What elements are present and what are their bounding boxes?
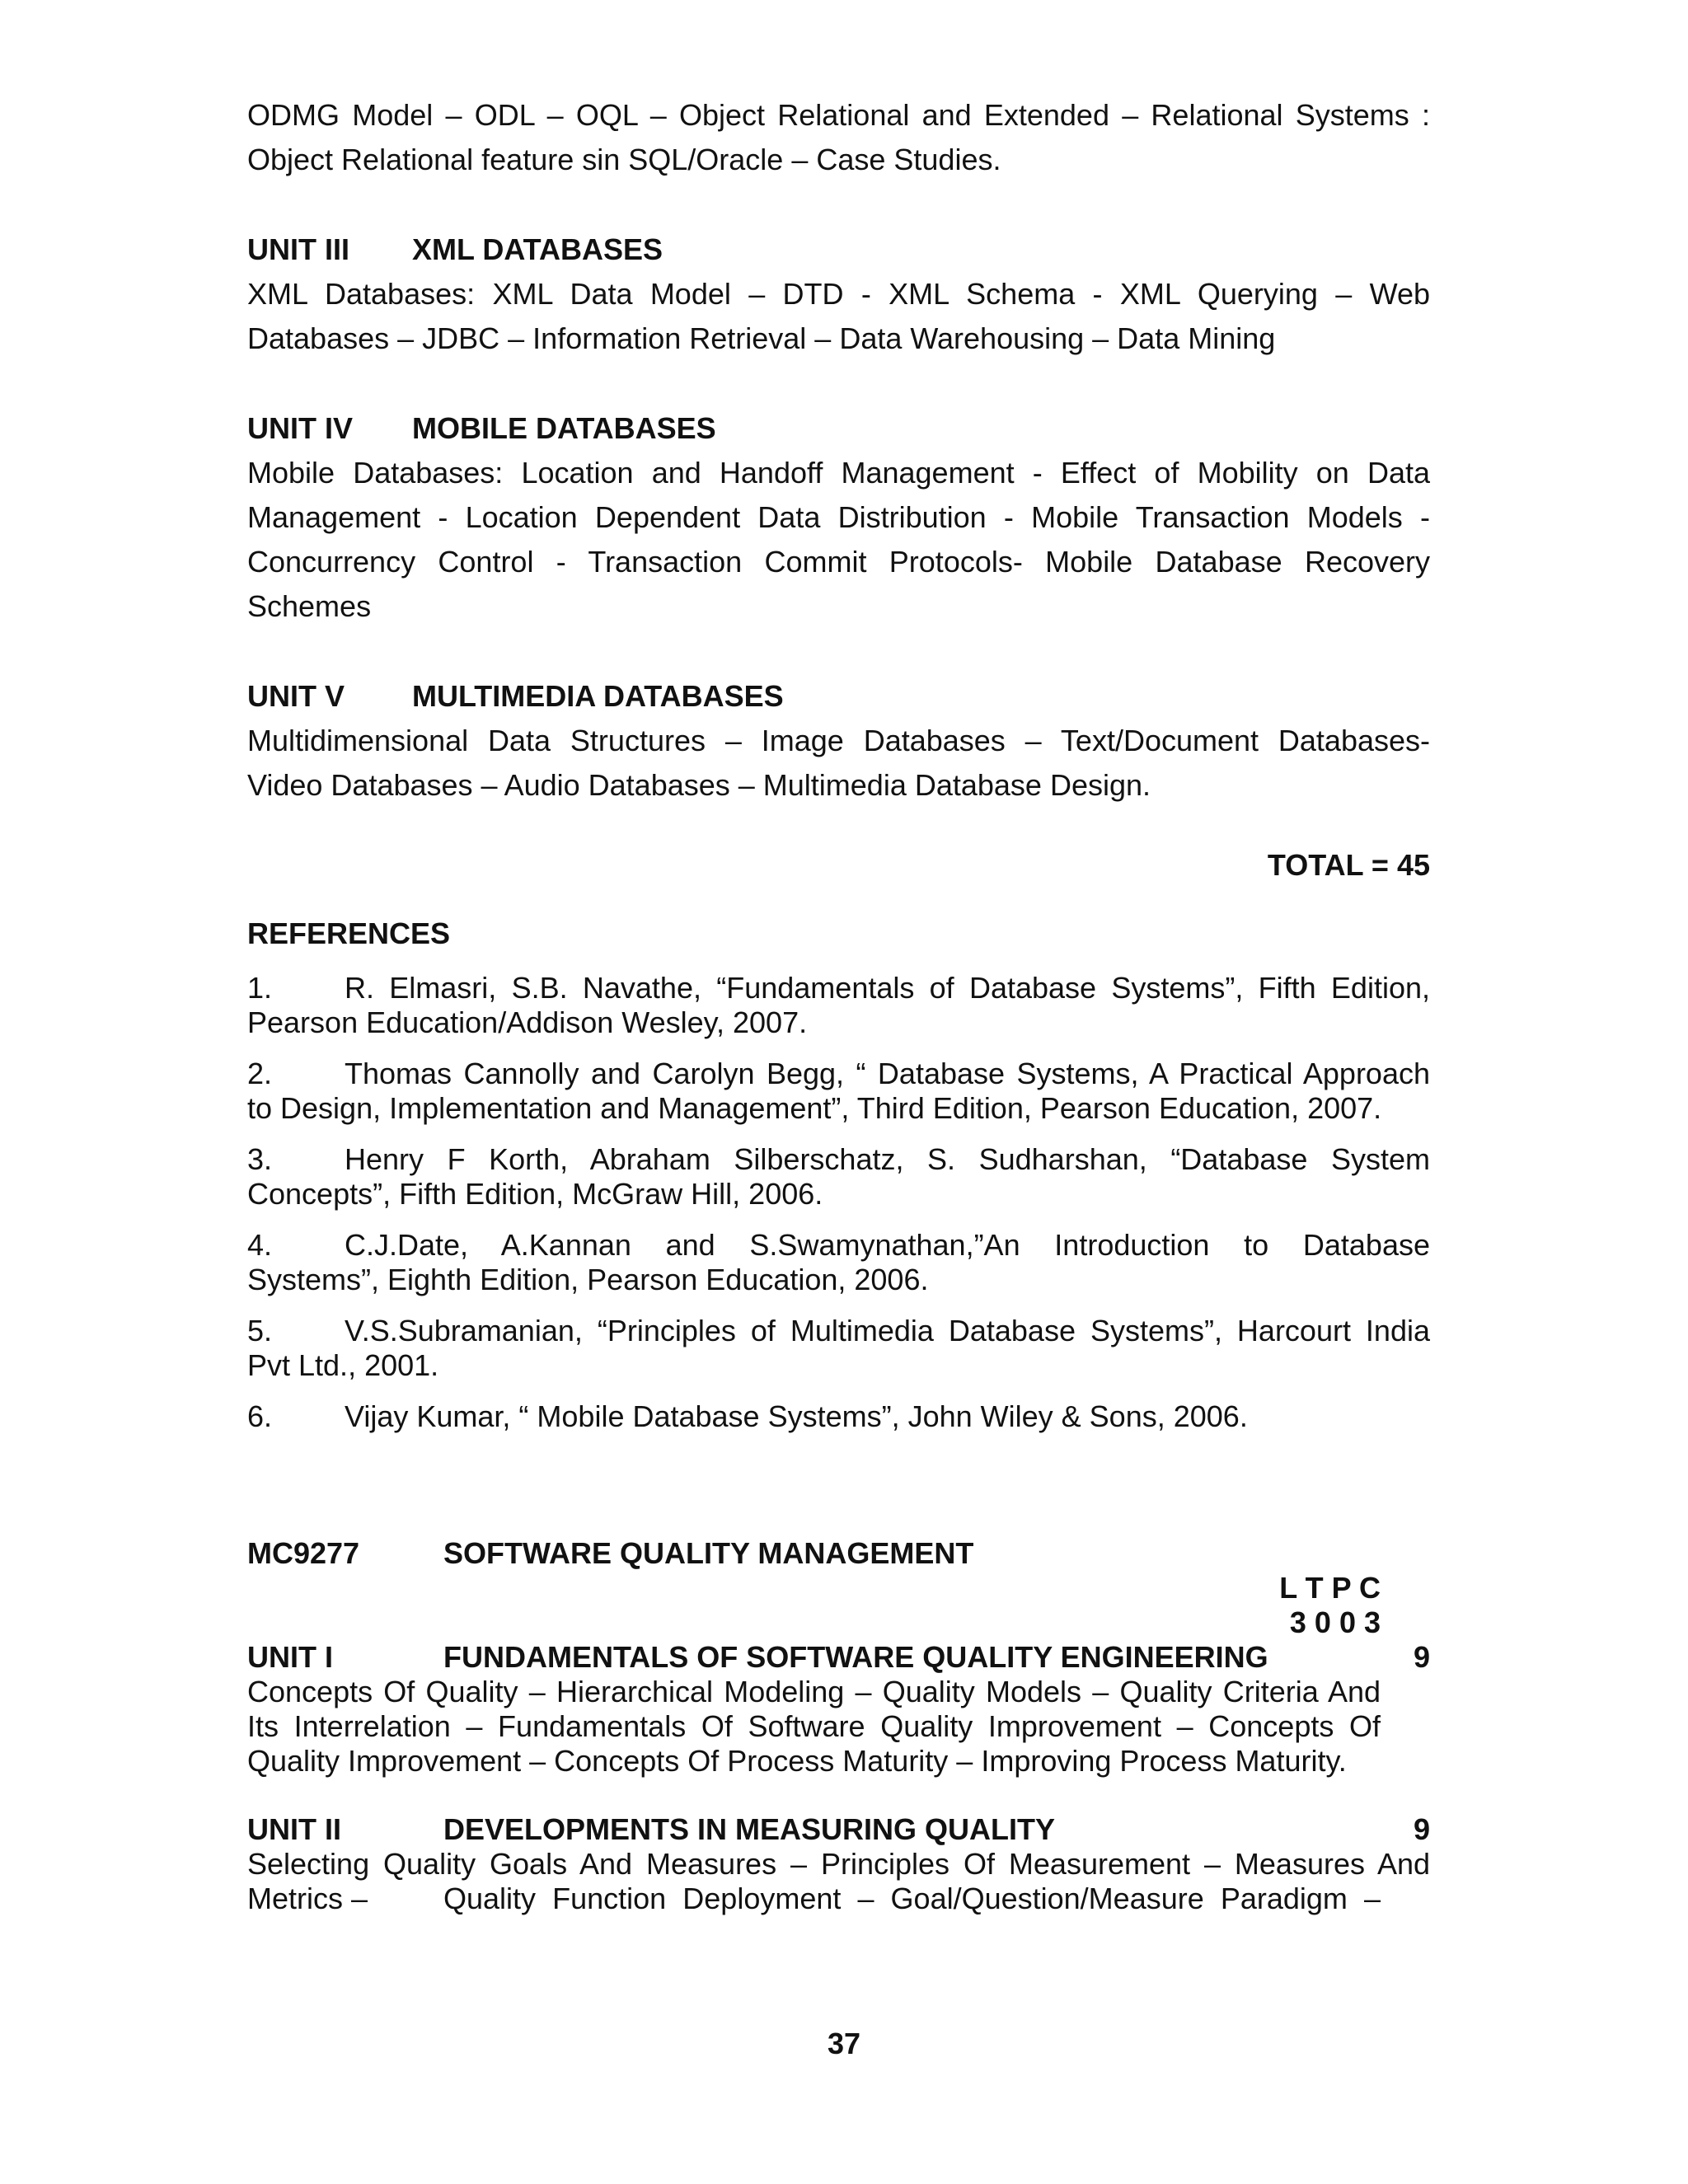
course-code: MC9277 xyxy=(247,1536,360,1570)
unit5-line-2: Video Databases – Audio Databases – Multimedia Database Design. xyxy=(247,768,1151,802)
unit3-line-2: Databases – JDBC – Information Retrieval – Data Warehousing – Data Mining xyxy=(247,321,1276,355)
intro-line-2: Object Relational feature sin SQL/Oracle – Case Studies. xyxy=(247,143,1001,176)
total-hours: TOTAL = 45 xyxy=(1267,848,1430,882)
unit5-number: UNIT V xyxy=(247,679,345,713)
page-number: 37 xyxy=(827,2027,861,2060)
sqm-unit1-hours: 9 xyxy=(1413,1640,1430,1674)
sqm-unit2-number: UNIT II xyxy=(247,1812,341,1846)
sqm-unit1-line-3: Quality Improvement – Concepts Of Process Maturity – Improving Process Maturity. xyxy=(247,1744,1347,1778)
reference-1-number: 1. xyxy=(247,971,273,1005)
sqm-unit1-line-1: Concepts Of Quality – Hierarchical Modeling – Quality Models – Quality Criteria And xyxy=(247,1675,1381,1708)
reference-4-number: 4. xyxy=(247,1228,273,1262)
sqm-unit2-line-2-start: Metrics – xyxy=(247,1882,368,1915)
unit4-line-3: Concurrency Control - Transaction Commit Protocols- Mobile Database Recovery xyxy=(247,545,1430,579)
unit4-line-2: Management - Location Dependent Data Distribution - Mobile Transaction Models - xyxy=(247,500,1430,534)
reference-5-line-1: V.S.Subramanian, “Principles of Multimedia Database Systems”, Harcourt India xyxy=(345,1314,1430,1347)
unit4-number: UNIT IV xyxy=(247,411,354,445)
reference-5-line-2: Pvt Ltd., 2001. xyxy=(247,1348,439,1382)
sqm-unit1-title: FUNDAMENTALS OF SOFTWARE QUALITY ENGINEERING xyxy=(443,1640,1268,1674)
reference-4-line-1: C.J.Date, A.Kannan and S.Swamynathan,”An Introduction to Database xyxy=(345,1228,1430,1262)
reference-6-number: 6. xyxy=(247,1399,273,1433)
sqm-unit2-line-2-rest: Quality Function Deployment – Goal/Question/Measure Paradigm – xyxy=(443,1882,1381,1915)
reference-4-line-2: Systems”, Eighth Edition, Pearson Education, 2006. xyxy=(247,1263,929,1296)
reference-1-line-1: R. Elmasri, S.B. Navathe, “Fundamentals of Database Systems”, Fifth Edition, xyxy=(345,971,1430,1005)
unit5-title: MULTIMEDIA DATABASES xyxy=(412,679,784,713)
reference-2-line-2: to Design, Implementation and Management”, Third Edition, Pearson Education, 2007. xyxy=(247,1091,1382,1125)
ltpc-label: L T P C xyxy=(1279,1571,1381,1605)
sqm-unit1-line-2: Its Interrelation – Fundamentals Of Software Quality Improvement – Concepts Of xyxy=(247,1709,1381,1743)
unit4-line-1: Mobile Databases: Location and Handoff Management - Effect of Mobility on Data xyxy=(247,456,1430,490)
unit5-line-1: Multidimensional Data Structures – Image Databases – Text/Document Databases- xyxy=(247,724,1430,757)
reference-2-number: 2. xyxy=(247,1057,273,1090)
unit3-number: UNIT III xyxy=(247,232,349,266)
unit4-title: MOBILE DATABASES xyxy=(412,411,716,445)
reference-3-number: 3. xyxy=(247,1142,273,1176)
reference-6-line-1: Vijay Kumar, “ Mobile Database Systems”, John Wiley & Sons, 2006. xyxy=(345,1399,1248,1433)
unit4-line-4: Schemes xyxy=(247,589,372,623)
sqm-unit2-hours: 9 xyxy=(1413,1812,1430,1846)
unit3-title: XML DATABASES xyxy=(412,232,663,266)
reference-2-line-1: Thomas Cannolly and Carolyn Begg, “ Database Systems, A Practical Approach xyxy=(345,1057,1430,1090)
sqm-unit1-number: UNIT I xyxy=(247,1640,333,1674)
sqm-unit2-line-1: Selecting Quality Goals And Measures – Principles Of Measurement – Measures And xyxy=(247,1847,1430,1881)
references-heading: REFERENCES xyxy=(247,916,451,950)
ltpc-values: 3 0 0 3 xyxy=(1289,1605,1381,1639)
course-title: SOFTWARE QUALITY MANAGEMENT xyxy=(443,1536,974,1570)
reference-3-line-1: Henry F Korth, Abraham Silberschatz, S. Sudharshan, “Database System xyxy=(345,1142,1430,1176)
unit3-line-1: XML Databases: XML Data Model – DTD - XML Schema - XML Querying – Web xyxy=(247,277,1430,311)
reference-1-line-2: Pearson Education/Addison Wesley, 2007. xyxy=(247,1005,808,1039)
reference-3-line-2: Concepts”, Fifth Edition, McGraw Hill, 2006. xyxy=(247,1177,823,1211)
intro-line-1: ODMG Model – ODL – OQL – Object Relational and Extended – Relational Systems : xyxy=(247,98,1430,132)
sqm-unit2-title: DEVELOPMENTS IN MEASURING QUALITY xyxy=(443,1812,1056,1846)
reference-5-number: 5. xyxy=(247,1314,273,1347)
